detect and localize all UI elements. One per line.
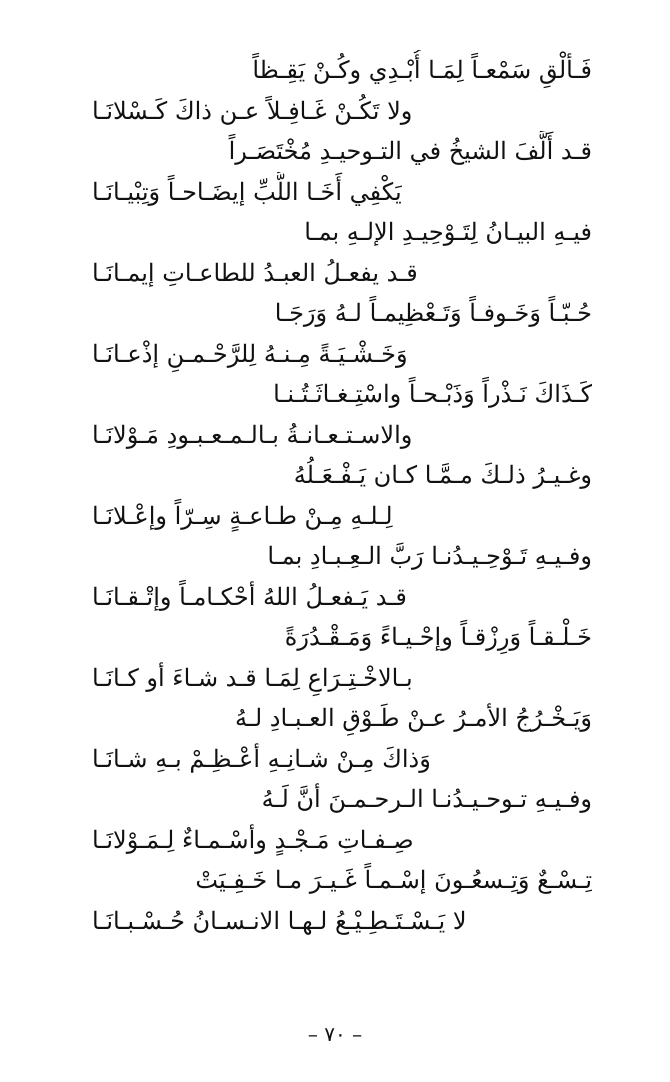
- verse-line: وَيَـخْـرُجُ الأمـرُ عـنْ طَـوْقِ العـبـادِ لـهُ: [234, 704, 592, 732]
- verse-line: بـالاخْـتِـرَاعِ لِمَـا قـد شـاءَ أو كـانَـا: [92, 663, 413, 692]
- verse-line: والاسـتـعـانـةُ بـالـمـعـبـودِ مَـوْلانَـا: [92, 420, 413, 449]
- verse-line: لا يَـسْـتَـطِـيْـعُ لـهـا الانـسـانُ حُـسْـبـانَـا: [92, 906, 467, 935]
- verse-line: تِـسْـعٌ وَتِـسعُـونَ إسْـمـاً غَـيـرَ مـا خَـفِـيَتْ: [195, 866, 592, 894]
- poem: [92, 50, 592, 941]
- verse-line: فَـألْقِ سَمْعـاً لِمَـا أُبْـدِي وكُـنْ يَقِـظاً: [252, 56, 592, 84]
- verse-line: وفـيـهِ تَـوْحِـيـدُنـا رَبَّ الـعِـبـادِ بمـا: [267, 542, 592, 570]
- verse-line: ولا تَكُـنْ غَـافِـلاً عـن ذاكَ كَـسْلانَـا: [92, 96, 413, 125]
- verse-line: وفـيـهِ تـوحـيـدُنـا الـرحـمـنَ أنَّ لَـهُ: [261, 785, 592, 813]
- verse-line: وَذاكَ مِـنْ شـانِـهِ أعْـظِـمْ بـهِ شـانَـا: [92, 744, 431, 773]
- verse-line: لِـلـهِ مِـنْ طـاعـةٍ سِـرّاً وإعْـلانَـا: [92, 501, 393, 530]
- page-number: – ٧٠ –: [307, 1022, 363, 1046]
- verse-line: وغـيـرُ ذلـكَ مـمَّـا كـان يَـفْـعَـلُهُ: [293, 461, 592, 489]
- verse-line: حُـبّـاً وَخَـوفـاً وَتَـعْظِيمـاً لـهُ وَرَجَـا: [274, 299, 592, 327]
- verse-line: يَكْفِي أَخَـا اللُّبِّ إيضَـاحـاً وَتِبْيـانَـا: [92, 177, 402, 206]
- verse-line: قـد أَلَّفَ الشيخُ في التـوحيـدِ مُخْتَصَـراً: [228, 137, 592, 165]
- verse-line: قـد يفعـلُ العبـدُ للطاعـاتِ إيمـانَـا: [92, 258, 418, 287]
- verse-line: وَخَـشْـيَـةً مِـنـهُ لِلرَّحْـمـنِ إذْعـانَـا: [92, 339, 408, 368]
- verse-line: خَـلْـقـاً وَرِزْقـاً وإحْـيـاءً وَمَـقْـدُرَةً: [284, 623, 592, 651]
- verse-line: فيـهِ البيـانُ لِتَـوْحِيـدِ الإلـهِ بمـا: [304, 218, 592, 246]
- verse-line: كَـذَاكَ نَـذْراً وَذَبْـحـاً واسْتِـغـاثَـتُـنـا: [273, 380, 592, 408]
- verse-line: صِـفـاتِ مَـجْـدٍ وأسْـمـاءٌ لِـمَـوْلانَـا: [92, 825, 414, 854]
- verse-line: قـد يَـفعـلُ اللهُ أحْكـامـاً وإتْـقـانَـا: [92, 582, 407, 611]
